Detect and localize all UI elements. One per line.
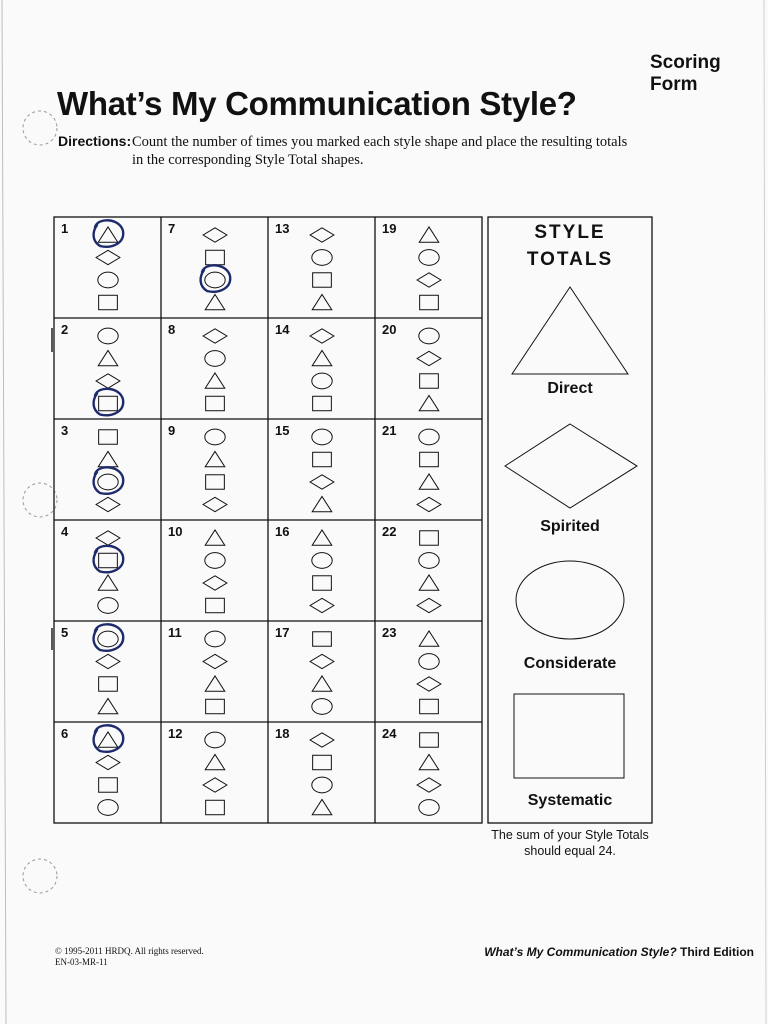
diamond-shape (417, 778, 441, 792)
square-shape (420, 531, 439, 545)
circle-shape (419, 250, 439, 266)
pen-circle-mark (94, 389, 124, 415)
circle-shape (205, 553, 225, 569)
question-number: 1 (61, 221, 69, 236)
circle-shape (205, 429, 225, 445)
circle-shape (419, 429, 439, 445)
edition-suffix: Third Edition (676, 945, 754, 959)
triangle-shape (205, 294, 225, 309)
triangle-shape (312, 496, 332, 511)
question-number: 17 (275, 625, 290, 640)
square-shape (206, 800, 225, 814)
circle-shape (419, 553, 439, 569)
triangle-shape (98, 732, 118, 747)
square-shape (420, 374, 439, 388)
circle-shape (98, 631, 118, 647)
square-shape (99, 295, 118, 309)
diamond-shape (203, 778, 227, 792)
diamond-shape (310, 654, 334, 668)
edition-title: What’s My Communication Style? (484, 945, 677, 959)
question-number: 9 (168, 423, 176, 438)
question-number: 12 (168, 726, 183, 741)
diamond-shape (96, 531, 120, 545)
diamond-shape (310, 733, 334, 747)
square-shape (99, 677, 118, 691)
square-shape (313, 576, 332, 590)
style-totals-heading (488, 219, 652, 273)
circle-shape (312, 373, 332, 389)
edition-footer (484, 945, 754, 959)
triangle-shape (419, 754, 439, 769)
circle-shape (98, 328, 118, 344)
question-number: 22 (382, 524, 397, 539)
triangle-shape (312, 799, 332, 814)
question-number: 14 (275, 322, 290, 337)
triangle-shape (205, 373, 225, 388)
diamond-shape (417, 273, 441, 287)
triangle-shape (312, 676, 332, 691)
circle-shape (419, 800, 439, 816)
systematic-label: Systematic (527, 792, 613, 809)
triangle-shape (419, 575, 439, 590)
circle-shape (312, 699, 332, 715)
circle-shape (98, 800, 118, 816)
circle-shape (312, 250, 332, 266)
copyright-line2: EN-03-MR-11 (55, 957, 108, 967)
directions-text: Count the number of times you marked each style shape and place the resulting totals in the corresponding Style Total shapes. (132, 134, 628, 168)
sum-note: The sum of your Style Totals should equal 24. (491, 828, 649, 858)
diamond-shape (96, 654, 120, 668)
diamond-shape (203, 576, 227, 590)
question-number: 6 (61, 726, 69, 741)
diamond-shape (417, 497, 441, 511)
circle-shape (312, 553, 332, 569)
square-shape (99, 778, 118, 792)
diamond-shape (203, 654, 227, 668)
diamond-shape (310, 598, 334, 612)
square-shape (99, 396, 118, 410)
square-shape (420, 733, 439, 747)
square-shape (313, 632, 332, 646)
triangle-shape (419, 395, 439, 410)
square-shape (206, 598, 225, 612)
question-number: 13 (275, 221, 290, 236)
diamond-shape (417, 351, 441, 365)
diamond-shape (310, 329, 334, 343)
square-shape (313, 755, 332, 769)
question-number: 2 (61, 322, 69, 337)
square-shape (313, 396, 332, 410)
question-number: 19 (382, 221, 397, 236)
triangle-shape (419, 227, 439, 242)
circle-shape (419, 654, 439, 670)
circle-shape (205, 351, 225, 367)
diamond-shape (310, 475, 334, 489)
pen-circle-mark (94, 546, 124, 572)
directions-label: Directions: (58, 133, 132, 149)
square-shape (313, 273, 332, 287)
diamond-shape (203, 228, 227, 242)
triangle-shape (98, 227, 118, 242)
spirited-label: Spirited (540, 518, 600, 535)
page-title: What’s My Communication Style? (57, 85, 577, 122)
question-number: 3 (61, 423, 69, 438)
circle-shape (98, 272, 118, 288)
question-number: 23 (382, 625, 397, 640)
square-shape (99, 553, 118, 567)
triangle-shape (312, 294, 332, 309)
question-number: 24 (382, 726, 397, 741)
diamond-shape (203, 497, 227, 511)
square-shape (420, 699, 439, 713)
diamond-shape (203, 329, 227, 343)
copyright (55, 946, 204, 968)
circle-shape (312, 429, 332, 445)
circle-shape (205, 631, 225, 647)
copyright-line1: © 1995-2011 HRDQ. All rights reserved. (55, 946, 204, 956)
considerate-label: Considerate (523, 655, 617, 672)
triangle-shape (205, 676, 225, 691)
triangle-shape (419, 631, 439, 646)
question-number: 8 (168, 322, 176, 337)
square-shape (420, 295, 439, 309)
spirited-diamond-box (505, 424, 637, 508)
circle-shape (98, 474, 118, 490)
pen-circle-mark (94, 220, 124, 246)
direct-triangle-box (512, 287, 628, 374)
diamond-shape (417, 677, 441, 691)
square-shape (99, 430, 118, 444)
considerate-circle-box (516, 561, 624, 639)
question-number: 21 (382, 423, 397, 438)
scoring-form-label: Scoring Form (650, 52, 721, 95)
diamond-shape (96, 755, 120, 769)
triangle-shape (312, 350, 332, 365)
pen-circle-mark (94, 725, 124, 751)
triangle-shape (98, 575, 118, 590)
circle-shape (205, 272, 225, 288)
square-shape (420, 452, 439, 466)
direct-label: Direct (547, 380, 593, 397)
circle-shape (98, 598, 118, 614)
question-number: 15 (275, 423, 290, 438)
square-shape (206, 699, 225, 713)
question-number: 11 (168, 625, 182, 640)
diamond-shape (96, 374, 120, 388)
diamond-shape (96, 497, 120, 511)
triangle-shape (205, 451, 225, 466)
triangle-shape (312, 530, 332, 545)
question-number: 10 (168, 524, 183, 539)
triangle-shape (419, 474, 439, 489)
diamond-shape (96, 250, 120, 264)
question-number: 20 (382, 322, 397, 337)
question-number: 5 (61, 625, 69, 640)
triangle-shape (98, 451, 118, 466)
diamond-shape (310, 228, 334, 242)
triangle-shape (205, 754, 225, 769)
question-number: 7 (168, 221, 176, 236)
circle-shape (312, 777, 332, 793)
question-number: 18 (275, 726, 290, 741)
systematic-square-box (514, 694, 624, 778)
triangle-shape (205, 530, 225, 545)
square-shape (206, 396, 225, 410)
diamond-shape (417, 598, 441, 612)
style-heading-line2: TOTALS (526, 249, 614, 270)
square-shape (206, 475, 225, 489)
circle-shape (205, 732, 225, 748)
question-number: 4 (61, 524, 69, 539)
circle-shape (419, 328, 439, 344)
triangle-shape (98, 698, 118, 713)
square-shape (206, 250, 225, 264)
question-number: 16 (275, 524, 290, 539)
square-shape (313, 452, 332, 466)
style-heading-line1: STYLE (534, 222, 606, 243)
triangle-shape (98, 350, 118, 365)
